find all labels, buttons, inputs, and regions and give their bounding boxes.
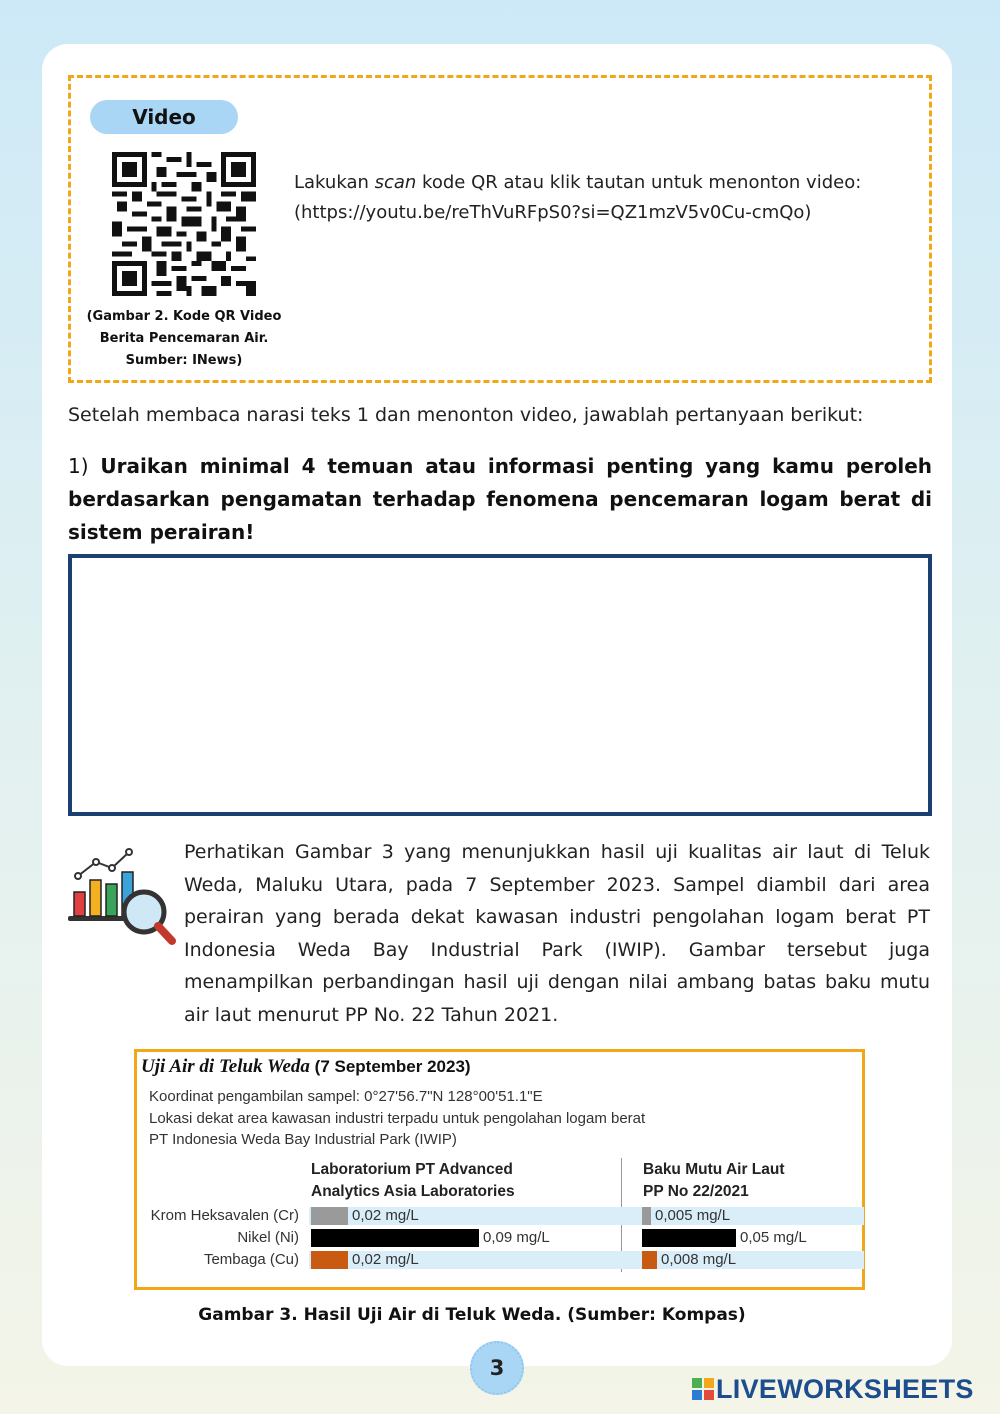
column-header-standard-line1: Baku Mutu Air Laut bbox=[643, 1161, 785, 1178]
column-header-standard bbox=[643, 1159, 785, 1203]
instruction-text: Setelah membaca narasi teks 1 dan menonton video, jawablah pertanyaan berikut: bbox=[68, 404, 864, 426]
bar bbox=[311, 1251, 348, 1269]
video-instruction bbox=[294, 168, 914, 228]
bar bbox=[311, 1229, 479, 1247]
bar-value-label: 0,05 mg/L bbox=[740, 1229, 807, 1246]
page-number: 3 bbox=[470, 1341, 524, 1395]
meta-location: Lokasi dekat area kawasan industri terpadu untuk pengolahan logam berat bbox=[149, 1109, 646, 1127]
bar bbox=[642, 1207, 651, 1225]
video-text-emphasis: scan bbox=[374, 172, 417, 193]
figure-title bbox=[141, 1056, 471, 1078]
figure-description: Perhatikan Gambar 3 yang menunjukkan hasil uji kualitas air laut di Teluk Weda, Maluku Utara, pada 7 September 2023. Sampel diambil dari area perairan yang berada dekat kawasan industri pengolahan logam berat PT Indonesia Weda Bay Industrial Park (IWIP). Gambar tersebut juga menampilkan perbandingan hasil uji dengan nilai ambang batas baku mutu air laut menurut PP No. 22 Tahun 2021. bbox=[184, 841, 930, 1026]
question-text: Uraikan minimal 4 temuan atau informasi penting yang kamu peroleh berdasarkan pengamatan terhadap fenomena pencemaran logam berat di sistem perairan! bbox=[68, 454, 932, 544]
question-1 bbox=[68, 450, 932, 549]
question-number: 1) bbox=[68, 454, 89, 478]
video-label: Video bbox=[90, 100, 238, 134]
row-label: Nikel (Ni) bbox=[237, 1229, 299, 1246]
bar-value-label: 0,008 mg/L bbox=[661, 1251, 737, 1268]
figure-title-date: (7 September 2023) bbox=[314, 1057, 471, 1076]
figure-title-text: Uji Air di Teluk Weda bbox=[141, 1056, 310, 1077]
column-header-standard-line2: PP No 22/2021 bbox=[643, 1183, 749, 1200]
column-header-lab bbox=[311, 1159, 515, 1203]
bar-value-label: 0,02 mg/L bbox=[352, 1207, 419, 1224]
column-header-lab-line2: Analytics Asia Laboratories bbox=[311, 1183, 515, 1200]
qr-code-icon[interactable] bbox=[112, 152, 256, 296]
qr-caption: (Gambar 2. Kode QR Video Berita Pencemaran Air. Sumber: INews) bbox=[86, 309, 282, 368]
bar bbox=[642, 1251, 657, 1269]
chart-magnifier-icon bbox=[66, 846, 176, 946]
column-header-lab-line1: Laboratorium PT Advanced bbox=[311, 1161, 513, 1178]
video-link[interactable]: (https://youtu.be/reThVuRFpS0?si=QZ1mzV5v0Cu-cmQo) bbox=[294, 202, 812, 223]
bar bbox=[311, 1207, 348, 1225]
water-test-figure bbox=[134, 1049, 865, 1290]
bar bbox=[642, 1229, 736, 1247]
video-text-after: kode QR atau klik tautan untuk menonton video: bbox=[416, 172, 862, 193]
meta-coordinates: Koordinat pengambilan sampel: 0°27'56.7"N 128°00'51.1"E bbox=[149, 1088, 543, 1105]
bar-value-label: 0,005 mg/L bbox=[655, 1207, 731, 1224]
liveworksheets-logo-icon bbox=[692, 1378, 714, 1400]
answer-input-box[interactable] bbox=[68, 554, 932, 816]
brand-text: LIVEWORKSHEETS bbox=[716, 1374, 974, 1404]
video-instruction-line bbox=[294, 168, 914, 198]
row-label: Krom Heksavalen (Cr) bbox=[150, 1207, 299, 1224]
figure-meta bbox=[149, 1086, 645, 1151]
bar-value-label: 0,09 mg/L bbox=[483, 1229, 550, 1246]
video-text-before: Lakukan bbox=[294, 172, 375, 193]
figure-caption: Gambar 3. Hasil Uji Air di Teluk Weda. (Sumber: Kompas) bbox=[198, 1305, 746, 1325]
meta-company: PT Indonesia Weda Bay Industrial Park (IWIP) bbox=[149, 1131, 457, 1148]
bar-value-label: 0,02 mg/L bbox=[352, 1251, 419, 1268]
row-label: Tembaga (Cu) bbox=[203, 1251, 299, 1268]
